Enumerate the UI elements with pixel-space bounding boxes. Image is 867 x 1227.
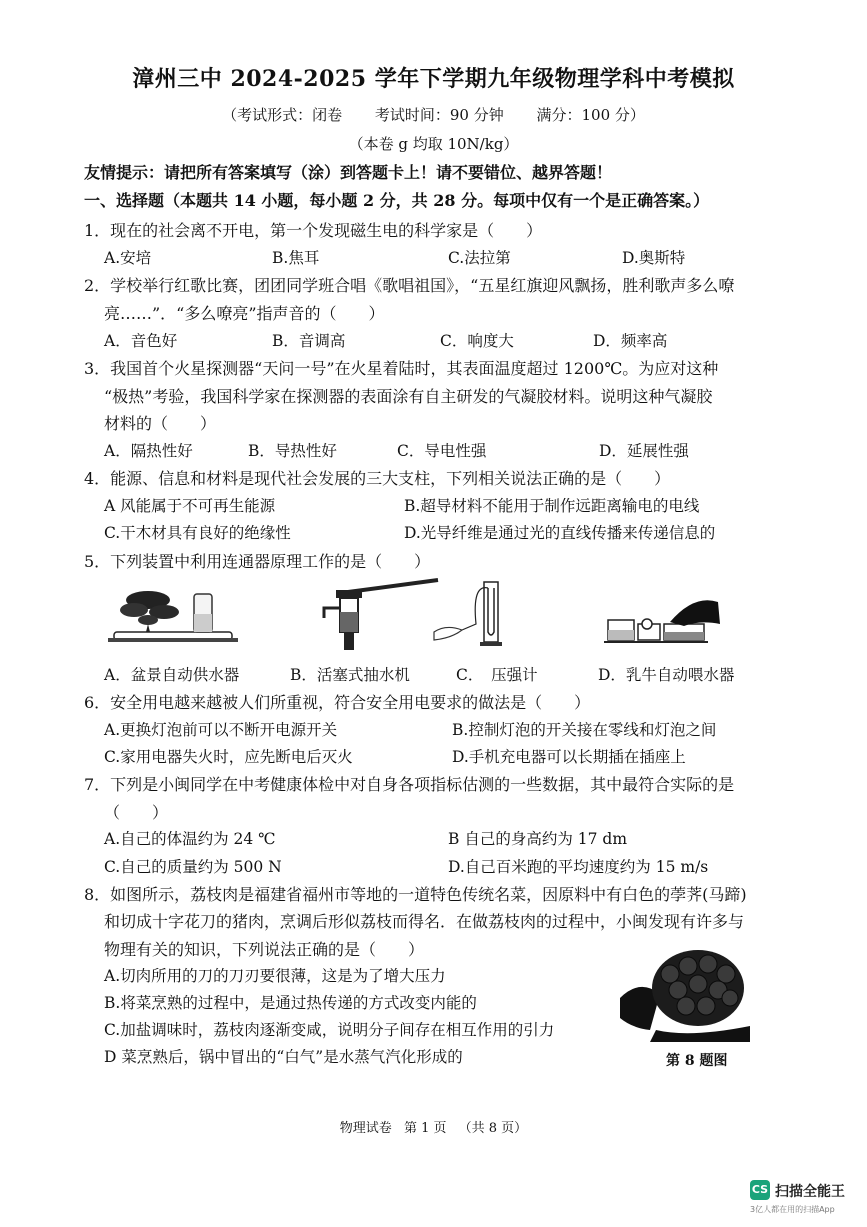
exam-form: （考试形式：闭卷 [222, 106, 343, 124]
exam-info [0, 104, 867, 125]
q2-option-a: A．音色好 [104, 332, 178, 350]
q3-option-c: C．导电性强 [397, 442, 487, 460]
watermark-tagline: 3亿人都在用的扫描App [750, 1205, 835, 1214]
q8-option-a: A.切肉所用的刀的刀刃要很薄，这是为了增大压力 [104, 967, 446, 985]
friendly-tip: 友情提示：请把所有答案填写（涂）到答题卡上！请不要错位、越界答题！ [84, 163, 613, 182]
q8-stem-1: 8．如图所示，荔枝肉是福建省福州市等地的一道特色传统名菜，因原料中有白色的荸荠(马蹄) [84, 885, 747, 904]
q1-option-c: C.法拉第 [448, 249, 511, 267]
piston-pump-figure [318, 578, 443, 652]
exam-title: 漳州三中 2024-2025 学年下学期九年级物理学科中考模拟 [132, 66, 735, 92]
q5-option-d: D．乳牛自动喂水器 [598, 666, 735, 684]
q3-option-b: B．导热性好 [248, 442, 337, 460]
exam-time: 考试时间：90 分钟 [374, 106, 504, 124]
q8-option-c: C.加盐调味时，荔枝肉逐渐变咸，说明分子间存在相互作用的引力 [104, 1021, 555, 1039]
scanner-watermark [750, 1180, 858, 1218]
q2-option-d: D．频率高 [593, 332, 668, 350]
q7-stem-1: 7．下列是小闽同学在中考健康体检中对自身各项指标估测的一些数据，其中最符合实际的是 [84, 775, 735, 794]
q2-stem-1: 2．学校举行红歌比赛，团团同学班合唱《歌唱祖国》，“五星红旗迎风飘扬，胜利歌声多么嘹 [84, 276, 735, 295]
q3-option-a: A．隔热性好 [104, 442, 193, 460]
q2-stem-2: 亮……”．“多么嘹亮”指声音的（ ） [104, 304, 385, 323]
q6-option-d: D.手机充电器可以长期插在插座上 [452, 748, 686, 766]
q7-option-d: D.自己百米跑的平均速度约为 15 m/s [448, 858, 709, 876]
q4-option-b: B.超导材料不能用于制作远距离输电的电线 [404, 497, 700, 515]
q4-option-c: C.干木材具有良好的绝缘性 [104, 524, 291, 542]
q4-option-d: D.光导纤维是通过光的直线传播来传递信息的 [404, 524, 716, 542]
q6-stem: 6．安全用电越来越被人们所重视，符合安全用电要求的做法是（ ） [84, 693, 591, 712]
q5-option-c: C． 压强计 [456, 666, 538, 684]
q7-option-a: A.自己的体温约为 24 ℃ [104, 830, 276, 848]
q5-option-a: A．盆景自动供水器 [104, 666, 240, 684]
q6-option-a: A.更换灯泡前可以不断开电源开关 [104, 721, 338, 739]
q3-stem-2: “极热”考验，我国科学家在探测器的表面涂有自主研发的气凝胶材料。说明这种气凝胶 [104, 387, 713, 406]
q4-stem: 4．能源、信息和材料是现代社会发展的三大支柱，下列相关说法正确的是（ ） [84, 469, 671, 488]
pressure-gauge-figure [432, 580, 512, 652]
q1-option-d: D.奥斯特 [622, 249, 686, 267]
q2-option-c: C．响度大 [440, 332, 514, 350]
section-heading: 一、选择题（本题共 14 小题，每小题 2 分，共 28 分。每项中仅有一个是正确答案。） [84, 191, 710, 210]
page-footer [0, 1117, 867, 1136]
q6-option-c: C.家用电器失火时，应先断电后灭火 [104, 748, 353, 766]
q6-option-b: B.控制灯泡的开关接在零线和灯泡之间 [452, 721, 717, 739]
q8-stem-2: 和切成十字花刀的猪肉，烹调后形似荔枝而得名．在做荔枝肉的过程中，小闽发现有许多与 [104, 912, 745, 931]
gravity-note: （本卷 g 均取 10N/kg） [348, 135, 519, 153]
q2-option-b: B．音调高 [272, 332, 346, 350]
lychee-pork-figure [620, 938, 750, 1042]
q5-option-b: B．活塞式抽水机 [290, 666, 410, 684]
q3-stem-3: 材料的（ ） [104, 414, 217, 433]
camscanner-logo-icon: CS [750, 1180, 770, 1200]
q5-stem: 5．下列装置中利用连通器原理工作的是（ ） [84, 552, 431, 571]
bonsai-water-supply-figure [108, 580, 238, 650]
q8-option-d: D 菜烹熟后，锅中冒出的“白气”是水蒸气汽化形成的 [104, 1048, 463, 1066]
q7-option-b: B 自己的身高约为 17 dm [448, 830, 628, 848]
footer-subject: 物理试卷 [339, 1121, 392, 1136]
exam-score: 满分：100 分） [536, 106, 645, 124]
q4-option-a: A 风能属于不可再生能源 [104, 497, 276, 515]
q7-stem-2: （ ） [104, 803, 169, 822]
cow-water-feeder-figure [604, 598, 724, 650]
q8-stem-3: 物理有关的知识，下列说法正确的是（ ） [104, 940, 425, 959]
q8-figure-caption: 第 8 题图 [666, 1053, 728, 1069]
q8-option-b: B.将菜烹熟的过程中，是通过热传递的方式改变内能的 [104, 994, 477, 1012]
q1-option-b: B.焦耳 [272, 249, 320, 267]
footer-total: （共 8 页） [458, 1121, 528, 1136]
q3-option-d: D．延展性强 [599, 442, 689, 460]
q3-stem-1: 3．我国首个火星探测器“天问一号”在火星着陆时，其表面温度超过 1200℃。为应对这种 [84, 359, 719, 378]
q1-stem: 1．现在的社会离不开电，第一个发现磁生电的科学家是（ ） [84, 221, 543, 240]
q1-option-a: A.安培 [104, 249, 152, 267]
footer-page: 第 1 页 [403, 1121, 447, 1136]
watermark-name: 扫描全能王 [775, 1184, 845, 1200]
q7-option-c: C.自己的质量约为 500 N [104, 858, 282, 876]
